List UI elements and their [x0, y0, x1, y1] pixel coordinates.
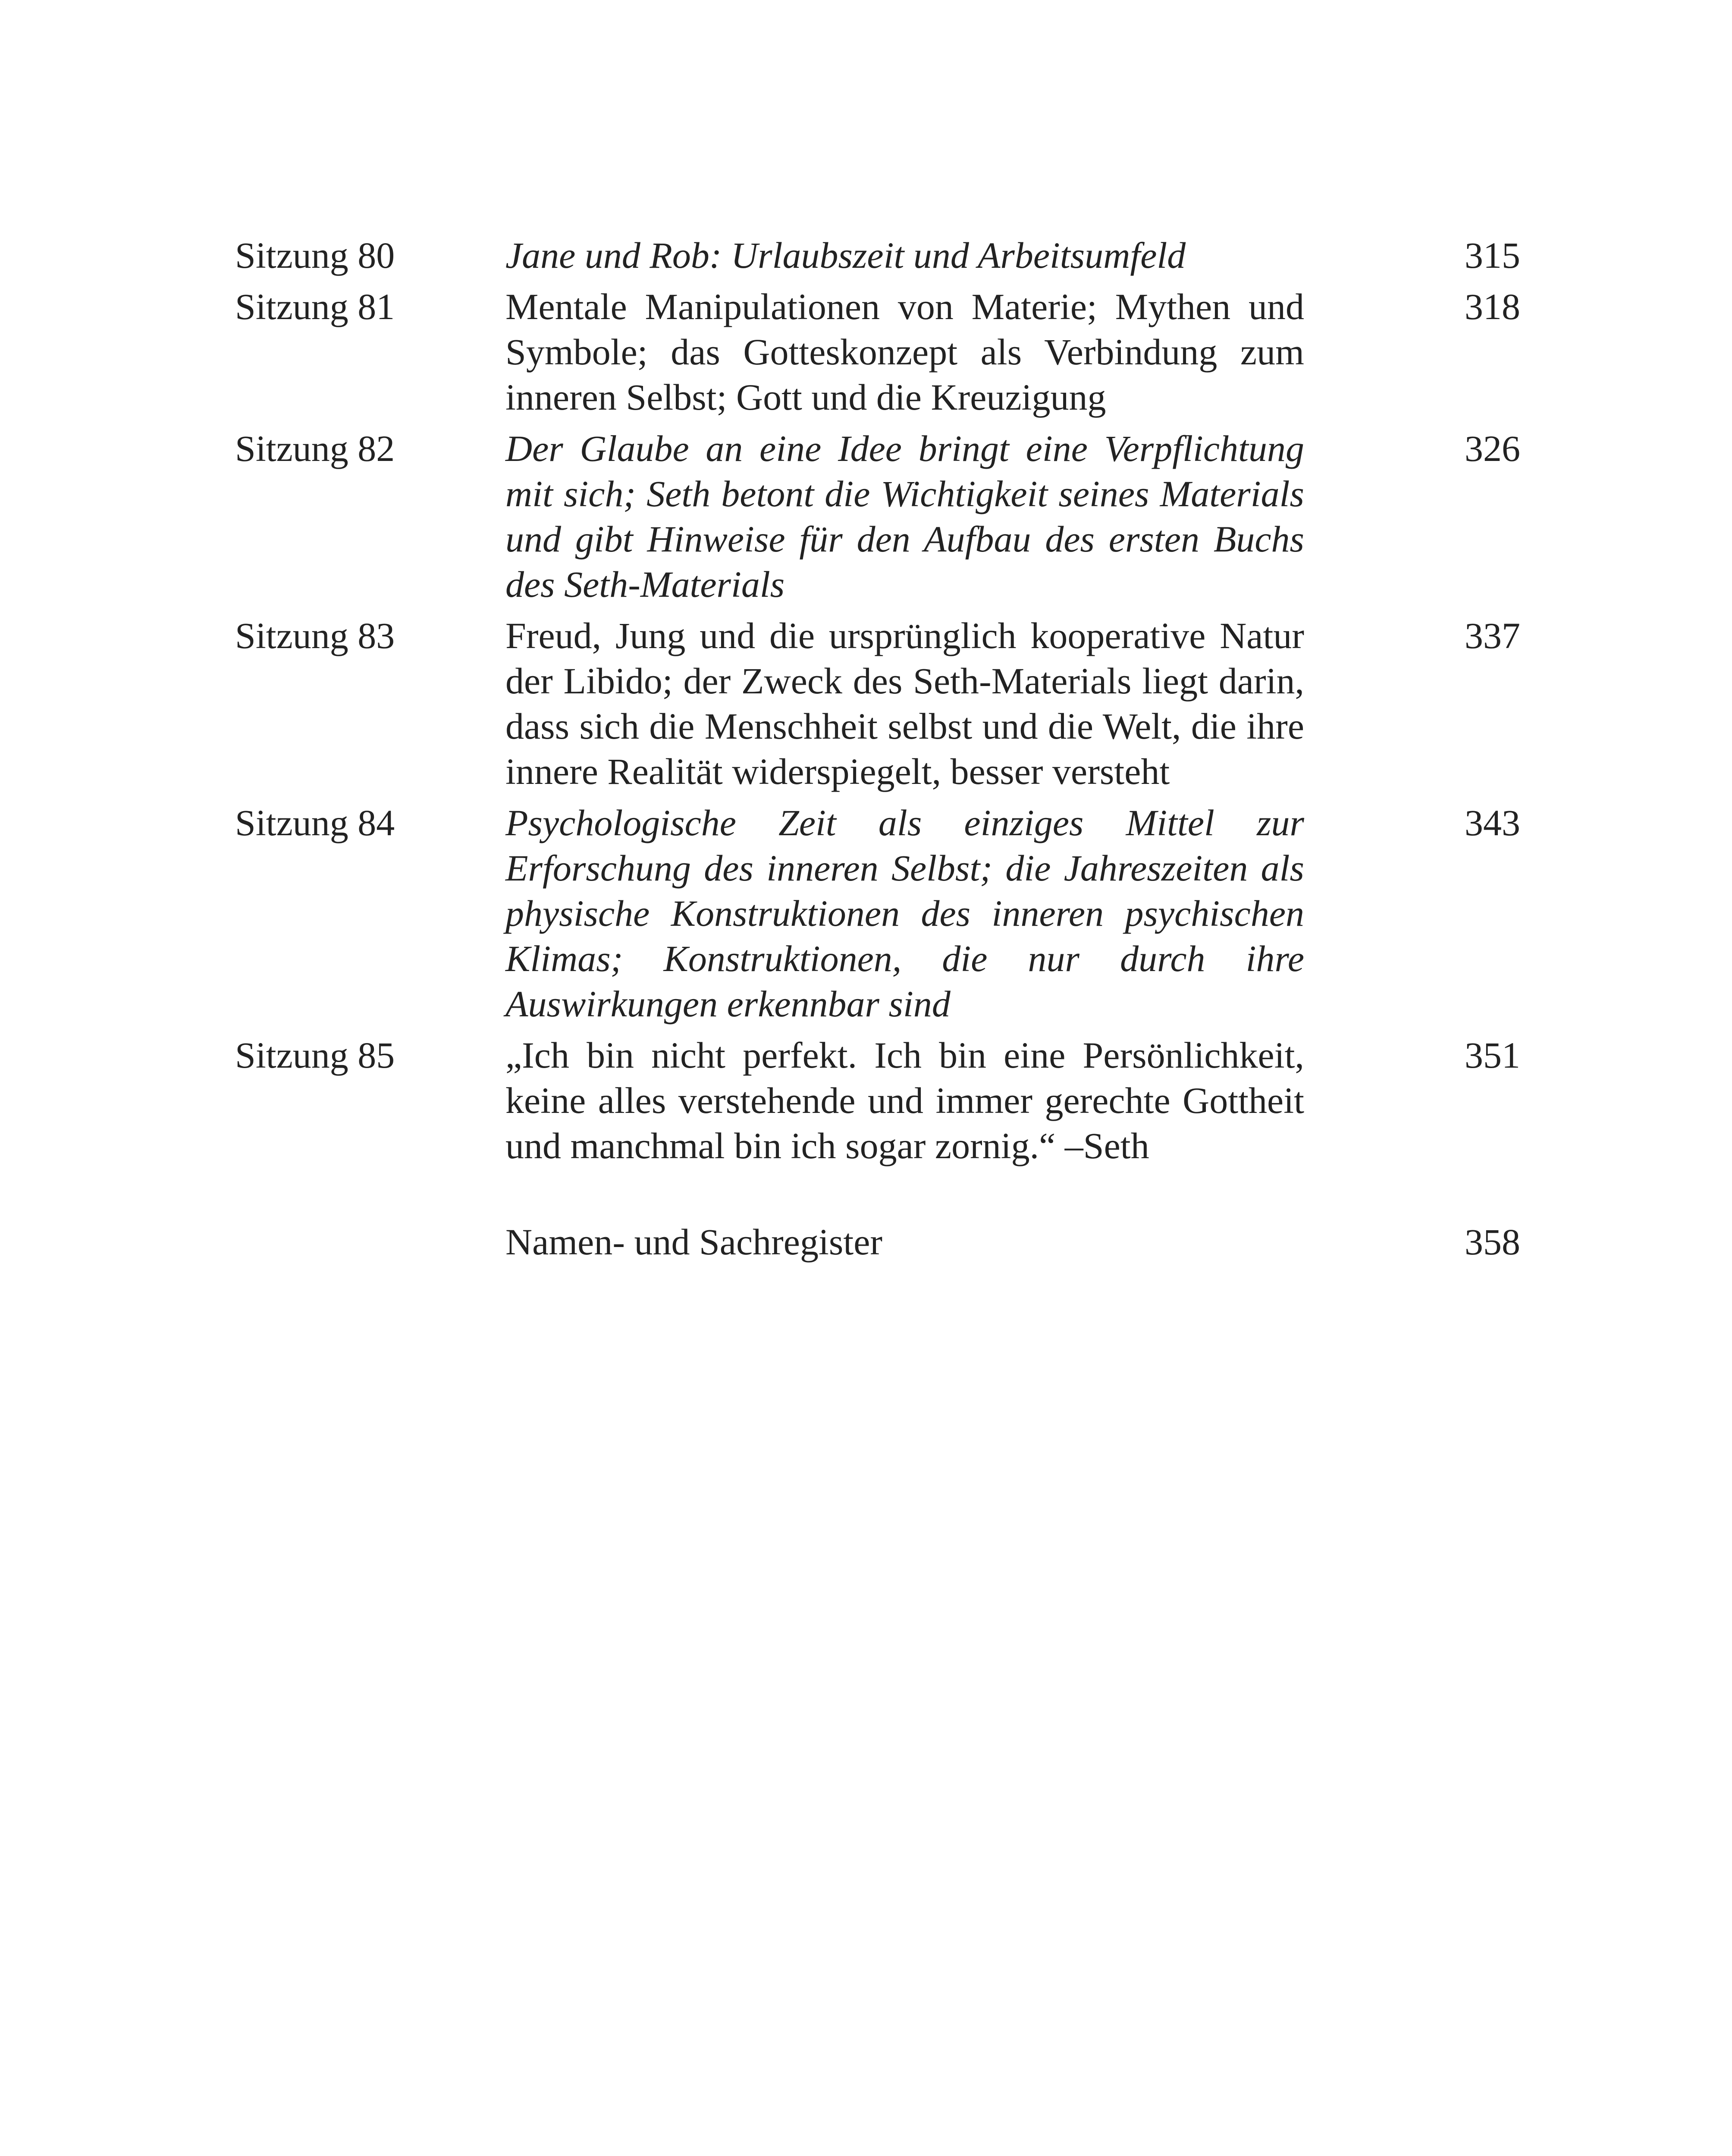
- session-label: Sitzung 81: [235, 286, 395, 327]
- entry-title: „Ich bin nicht perfekt. Ich bin eine Persönlichkeit, keine alles verstehende und immer gerechte Gottheit und manchmal bin ich sogar zornig.“ –Seth: [505, 1034, 1304, 1166]
- entry-title: Mentale Manipulationen von Materie; Mythen und Symbole; das Gotteskonzept als Verbindung zum inneren Selbst; Gott und die Kreuzigung: [505, 286, 1304, 418]
- page-number: 318: [1465, 286, 1520, 327]
- entry-title: Freud, Jung und die ursprünglich kooperative Natur der Libido; der Zweck des Seth-Materials liegt darin, dass sich die Menschheit selbst und die Welt, die ihre innere Realität widerspiegelt, besser versteht: [505, 615, 1304, 792]
- page-number: 337: [1465, 615, 1520, 656]
- page-number: 351: [1465, 1034, 1520, 1076]
- toc-entry-sitzung-84: [235, 800, 1520, 1027]
- session-label: Sitzung 85: [235, 1034, 395, 1076]
- toc-entry-sitzung-83: [235, 613, 1520, 794]
- session-label: Sitzung 83: [235, 615, 395, 656]
- index-title: Namen- und Sachregister: [505, 1221, 883, 1263]
- page-number: 315: [1465, 235, 1520, 276]
- session-label: Sitzung 80: [235, 235, 395, 276]
- page-number: 343: [1465, 802, 1520, 843]
- session-label: Sitzung 82: [235, 428, 395, 469]
- toc-entry-index: [235, 1219, 1520, 1265]
- toc-entry-sitzung-80: [235, 233, 1520, 278]
- session-label: Sitzung 84: [235, 802, 395, 843]
- toc-entry-sitzung-82: [235, 426, 1520, 607]
- page-number: 326: [1465, 428, 1520, 469]
- toc-entry-sitzung-85: [235, 1033, 1520, 1169]
- entry-title: Der Glaube an eine Idee bringt eine Verpflichtung mit sich; Seth betont die Wichtigkeit seines Materials und gibt Hinweise für den Aufbau des ersten Buchs des Seth-Materials: [505, 428, 1304, 605]
- toc-entry-sitzung-81: [235, 284, 1520, 420]
- page-number: 358: [1465, 1221, 1520, 1263]
- entry-title: Psychologische Zeit als einziges Mittel zur Erforschung des inneren Selbst; die Jahreszeiten als physische Konstruktionen des inneren psychischen Klimas; Konstruktionen, die nur durch ihre Auswirkungen erkennbar sind: [505, 802, 1304, 1025]
- entry-title: Jane und Rob: Urlaubszeit und Arbeitsumfeld: [505, 235, 1186, 276]
- table-of-contents: [235, 233, 1520, 1271]
